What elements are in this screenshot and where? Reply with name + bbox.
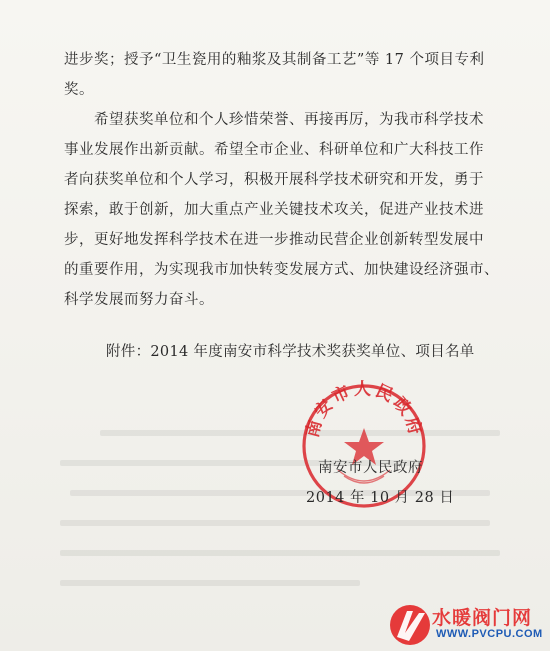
paragraph-1 bbox=[64, 45, 504, 105]
paragraph-line: 探索，敢于创新，加大重点产业关键技术攻关，促进产业技术进 bbox=[64, 202, 484, 218]
paragraph-line: 希望获奖单位和个人珍惜荣誉、再接再厉，为我市科学技术 bbox=[94, 112, 484, 128]
paragraph-line: 的重要作用，为实现我市加快转变发展方式、加快建设经济强市、 bbox=[64, 262, 499, 278]
paragraph-line: 步，更好地发挥科学技术在进一步推动民营企业创新转型发展中 bbox=[64, 232, 484, 248]
paragraph-line: 事业发展作出新贡献。希望全市企业、科研单位和广大科技工作 bbox=[64, 142, 484, 158]
paragraph-line: 者向获奖单位和个人学习，积极开展科学技术研究和开发，勇于 bbox=[64, 172, 484, 188]
signer: 南安市人民政府 bbox=[318, 460, 423, 476]
paragraph-line: 进步奖；授予“卫生瓷用的釉浆及其制备工艺”等 17 个项目专利 bbox=[64, 52, 485, 68]
logo-url: WWW.PVCPU.COM bbox=[436, 628, 543, 640]
paragraph-2 bbox=[64, 105, 504, 315]
attachment-line: 附件：2014 年度南安市科学技术奖获奖单位、项目名单 bbox=[106, 344, 475, 360]
paragraph-line: 科学发展而努力奋斗。 bbox=[64, 292, 214, 308]
paragraph-line: 奖。 bbox=[64, 82, 94, 98]
logo-name: 水暖阀门网 bbox=[432, 607, 533, 629]
signing-date: 2014 年 10 月 28 日 bbox=[306, 490, 455, 506]
seal-text: 南安市人民政府 bbox=[302, 380, 426, 440]
